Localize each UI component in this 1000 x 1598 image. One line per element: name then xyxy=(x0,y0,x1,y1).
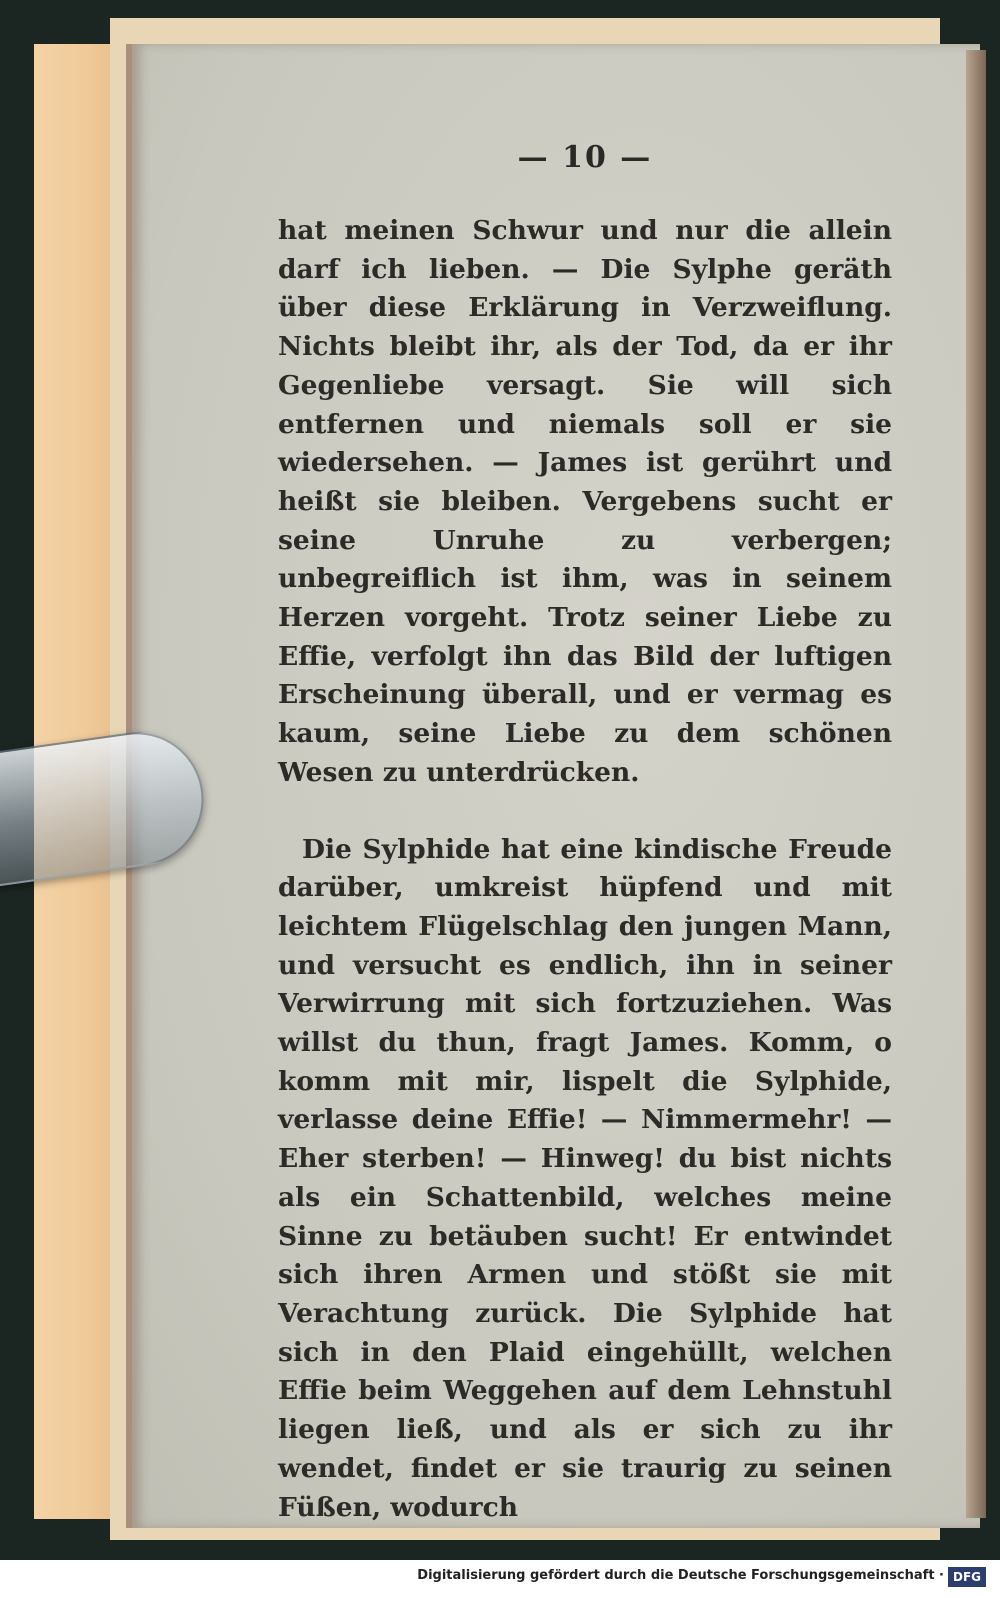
paragraph-2: Die Sylphide hat eine kindische Freude darüber, umkreist hüpfend und mit leichtem Flügelschlag den jungen Mann, und versucht es endlich, ihn in seiner Verwirrung mit sich fortzuziehen. Was willst du thun, fragt James. Komm, o komm mit mir, lispelt die Sylphide, verlasse deine Effie! — Nimmermehr! — Eher sterben! — Hinweg! du bist nichts als ein Schattenbild, welches meine Sinne zu betäuben sucht! Er entwindet sich ihren Armen und stößt sie mit Verachtung zurück. Die Sylphide hat sich in den Plaid eingehüllt, welchen Effie beim Weggehen auf dem Lehnstuhl liegen ließ, und als er sich zu ihr wendet, findet er sie traurig zu seinen Füßen, wodurch xyxy=(278,833,892,1523)
dfg-logo-icon: DFG xyxy=(948,1567,986,1587)
footer-bar xyxy=(0,1560,1000,1598)
page-body xyxy=(278,212,892,1527)
footer-credit: Digitalisierung gefördert durch die Deutsche Forschungsgemeinschaft · xyxy=(417,1568,944,1583)
paragraph-1: hat meinen Schwur und nur die allein darf ich lieben. — Die Sylphe geräth über diese Erklärung in Verzweiflung. Nichts bleibt ihr, als der Tod, da er ihr Gegenliebe versagt. Sie will sich entfernen und niemals soll er sie wiedersehen. — James ist gerührt und heißt sie bleiben. Vergebens sucht er seine Unruhe zu verbergen; unbegreiflich ist ihm, was in seinem Herzen vorgeht. Trotz seiner Liebe zu Effie, verfolgt ihn das Bild der luftigen Erscheinung überall, und er vermag es kaum, seine Liebe zu dem schönen Wesen zu unterdrücken. xyxy=(278,215,892,788)
page-stack-edge xyxy=(966,50,986,1518)
page-number-header: — 10 — xyxy=(517,140,653,175)
